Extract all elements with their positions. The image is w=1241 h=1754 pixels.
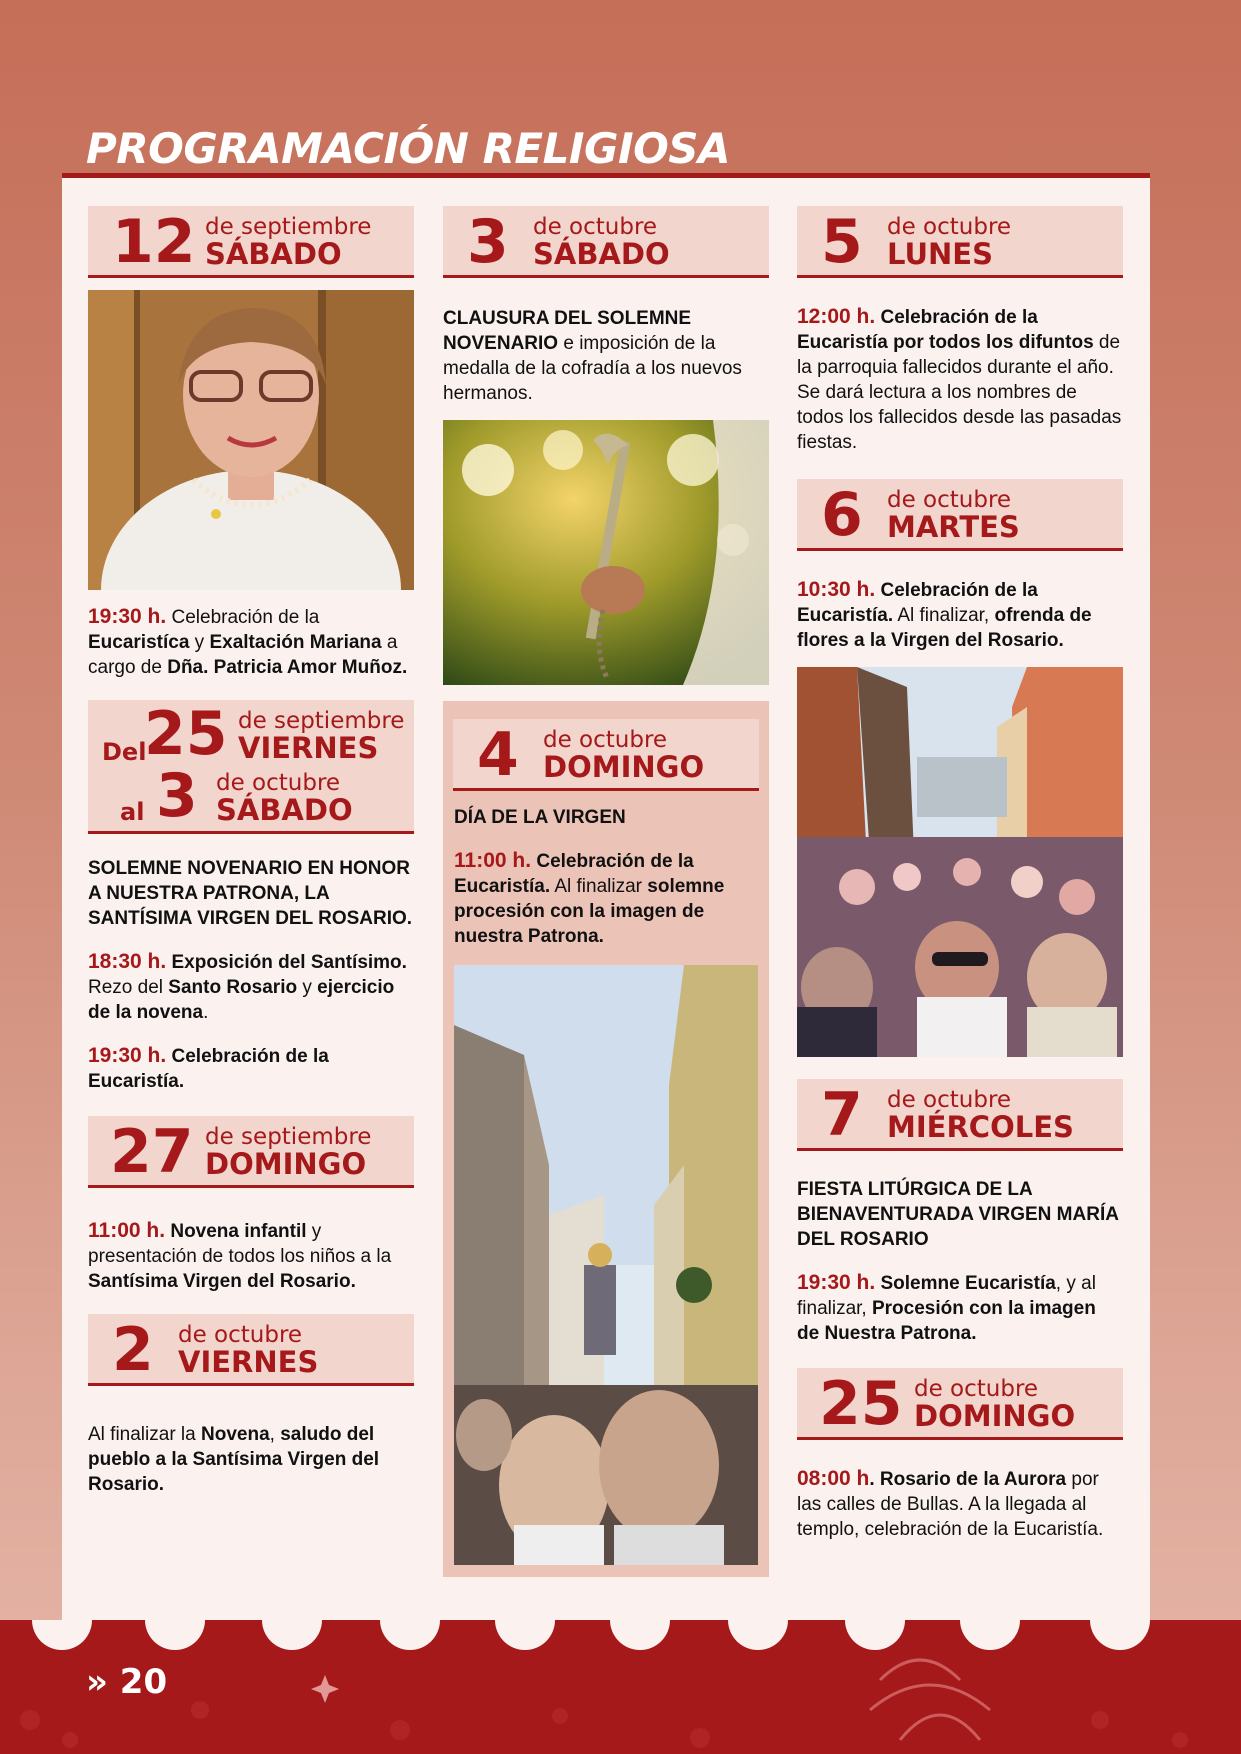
- event-bold: ejercicio de la novena: [88, 977, 395, 1023]
- event-25-oct: [797, 1466, 1123, 1542]
- event-text: por las calles de Bullas. A la llegada al templo, celebración de la Eucaristía.: [797, 1469, 1104, 1540]
- event-caps-heading: SOLEMNE NOVENARIO EN HONOR A NUESTRA PATRONA, LA SANTÍSIMA VIRGEN DEL ROSARIO.: [88, 858, 413, 929]
- event-bold: Eucaristíca: [88, 632, 190, 653]
- date-number: 25: [819, 1369, 903, 1439]
- date-month: de octubre: [216, 770, 341, 796]
- date-weekday: DOMINGO: [205, 1147, 367, 1181]
- event-bold: saludo del pueblo a la Santísima Virgen del Rosario.: [88, 1424, 380, 1495]
- event-text: y: [297, 977, 318, 998]
- photo-rosary: [443, 420, 769, 685]
- date-weekday: MIÉRCOLES: [887, 1110, 1074, 1144]
- date-number: 25: [144, 699, 228, 769]
- rosary-image: [443, 420, 769, 685]
- event-text: de la parroquia fallecidos durante el año. Se dará lectura a los nombres de todos los fallecidos desde las pasadas fiestas.: [797, 332, 1122, 453]
- date-prefix-al: al: [120, 798, 145, 826]
- event-bold: solemne procesión con la imagen de nuestra Patrona.: [454, 876, 725, 947]
- date-month: de octubre: [887, 487, 1012, 513]
- event-7-oct: [797, 1177, 1123, 1346]
- date-weekday: SÁBADO: [533, 237, 670, 271]
- date-number: 3: [156, 761, 198, 831]
- event-time: 11:00 h.: [88, 1219, 166, 1242]
- photo-procession-crowd: [797, 667, 1123, 1057]
- date-month: de octubre: [178, 1322, 303, 1348]
- event-time: 19:30 h.: [88, 605, 167, 628]
- date-number: 5: [821, 207, 863, 277]
- column-1: [88, 206, 414, 1497]
- event-text: a cargo de: [88, 632, 398, 678]
- event-time: 18:30 h.: [88, 950, 167, 973]
- event-text: , y al finalizar,: [797, 1273, 1096, 1319]
- date-number: 4: [477, 720, 519, 790]
- date-weekday: SÁBADO: [205, 237, 342, 271]
- date-number: 2: [112, 1315, 154, 1385]
- date-weekday: VIERNES: [238, 731, 379, 765]
- event-5-oct: [797, 304, 1123, 455]
- photo-procession-street: [454, 965, 758, 1565]
- event-caps-heading: FIESTA LITÚRGICA DE LA BIENAVENTURADA VIRGEN MARÍA DEL ROSARIO: [797, 1179, 1119, 1250]
- event-caps-heading: DÍA DE LA VIRGEN: [454, 807, 626, 828]
- date-prefix-del: Del: [102, 738, 147, 766]
- footer-decoration: [0, 1620, 1241, 1754]
- event-time: 08:00 h: [797, 1467, 870, 1490]
- date-number: 6: [821, 480, 863, 550]
- date-number: 12: [112, 207, 196, 277]
- event-text: y: [189, 632, 210, 653]
- date-weekday: DOMINGO: [914, 1399, 1076, 1433]
- date-month: de octubre: [914, 1376, 1039, 1402]
- event-6-oct: [797, 577, 1123, 653]
- event-text: Al finalizar,: [893, 605, 995, 626]
- date-month: de octubre: [533, 214, 658, 240]
- date-number: 7: [821, 1080, 863, 1150]
- date-weekday: DOMINGO: [543, 750, 705, 784]
- event-bold: Procesión con la imagen de Nuestra Patrona.: [797, 1298, 1096, 1344]
- event-bold: Novena: [201, 1424, 270, 1445]
- date-weekday: LUNES: [887, 237, 993, 271]
- date-box-5-oct: [797, 206, 1123, 278]
- photo-portrait: [88, 290, 414, 590]
- event-bold: Exaltación Mariana: [209, 632, 382, 653]
- date-month: de octubre: [887, 1087, 1012, 1113]
- date-box-4-oct: [453, 719, 759, 791]
- date-box-6-oct: [797, 479, 1123, 551]
- event-4-oct: [454, 805, 760, 949]
- event-12-sep: [88, 604, 414, 680]
- date-month: de septiembre: [205, 214, 372, 240]
- date-weekday: SÁBADO: [216, 793, 353, 827]
- page-number: » 20: [86, 1662, 168, 1702]
- date-month: de septiembre: [238, 708, 405, 734]
- event-bold: . Rosario de la Aurora: [869, 1469, 1067, 1490]
- date-month: de octubre: [543, 727, 668, 753]
- event-time: 19:30 h.: [797, 1271, 876, 1294]
- page-title: PROGRAMACIÓN RELIGIOSA: [86, 124, 731, 173]
- column-2: [443, 206, 769, 685]
- column-3: [797, 206, 1123, 1542]
- event-bold: Santo Rosario: [168, 977, 298, 998]
- date-box-25-oct: [797, 1368, 1123, 1440]
- event-text: ,: [269, 1424, 281, 1445]
- highlight-box-4-oct: [443, 701, 769, 1577]
- date-box-2-oct: [88, 1314, 414, 1386]
- event-bold: Novena infantil: [165, 1221, 307, 1242]
- event-text: e imposición de la medalla de la cofradía a los nuevos hermanos.: [443, 333, 742, 404]
- event-bold: Exposición del Santísimo.: [166, 952, 407, 973]
- event-text: Al finalizar la: [88, 1424, 201, 1445]
- event-bold: Celebración de la Eucaristía.: [88, 1046, 329, 1092]
- event-27-sep: [88, 1218, 414, 1294]
- crowd-image: [797, 667, 1123, 1057]
- event-bold: Celebración de la Eucaristía.: [454, 851, 694, 897]
- procession-image: [454, 965, 758, 1565]
- date-month: de septiembre: [205, 1124, 372, 1150]
- event-bold: Solemne Eucaristía: [875, 1273, 1056, 1294]
- date-box-7-oct: [797, 1079, 1123, 1151]
- date-number: 27: [110, 1117, 194, 1187]
- event-2-oct: [88, 1422, 414, 1497]
- event-text: y presentación de todos los niños a la: [88, 1221, 392, 1267]
- event-time: 19:30 h.: [88, 1044, 167, 1067]
- event-text: Al finalizar: [550, 876, 648, 897]
- event-time: 11:00 h.: [454, 849, 532, 872]
- footer-band: [0, 1620, 1241, 1754]
- date-box-25-sep-3-oct: [88, 700, 414, 834]
- event-3-oct: [443, 306, 769, 406]
- event-bold: Celebración de la Eucaristía.: [797, 580, 1038, 626]
- event-bold: Santísima Virgen del Rosario.: [88, 1271, 356, 1292]
- event-bold: CLAUSURA DEL SOLEMNE NOVENARIO: [443, 308, 692, 354]
- date-weekday: MARTES: [887, 510, 1020, 544]
- event-text: Rezo del: [88, 977, 169, 998]
- date-month: de octubre: [887, 214, 1012, 240]
- event-bold: Dña. Patricia Amor Muñoz.: [167, 657, 408, 678]
- event-time: 10:30 h.: [797, 578, 876, 601]
- event-bold: ofrenda de flores a la Virgen del Rosario.: [797, 605, 1092, 651]
- date-weekday: VIERNES: [178, 1345, 319, 1379]
- date-box-3-oct: [443, 206, 769, 278]
- event-novenario: [88, 856, 414, 1094]
- event-text: Celebración de la: [166, 607, 320, 628]
- event-bold: Celebración de la Eucaristía por todos los difuntos: [797, 307, 1094, 353]
- date-box-12-sep: [88, 206, 414, 278]
- date-box-27-sep: [88, 1116, 414, 1188]
- event-time: 12:00 h.: [797, 305, 876, 328]
- event-text: .: [203, 1002, 209, 1023]
- date-number: 3: [467, 207, 509, 277]
- portrait-image: [88, 290, 414, 590]
